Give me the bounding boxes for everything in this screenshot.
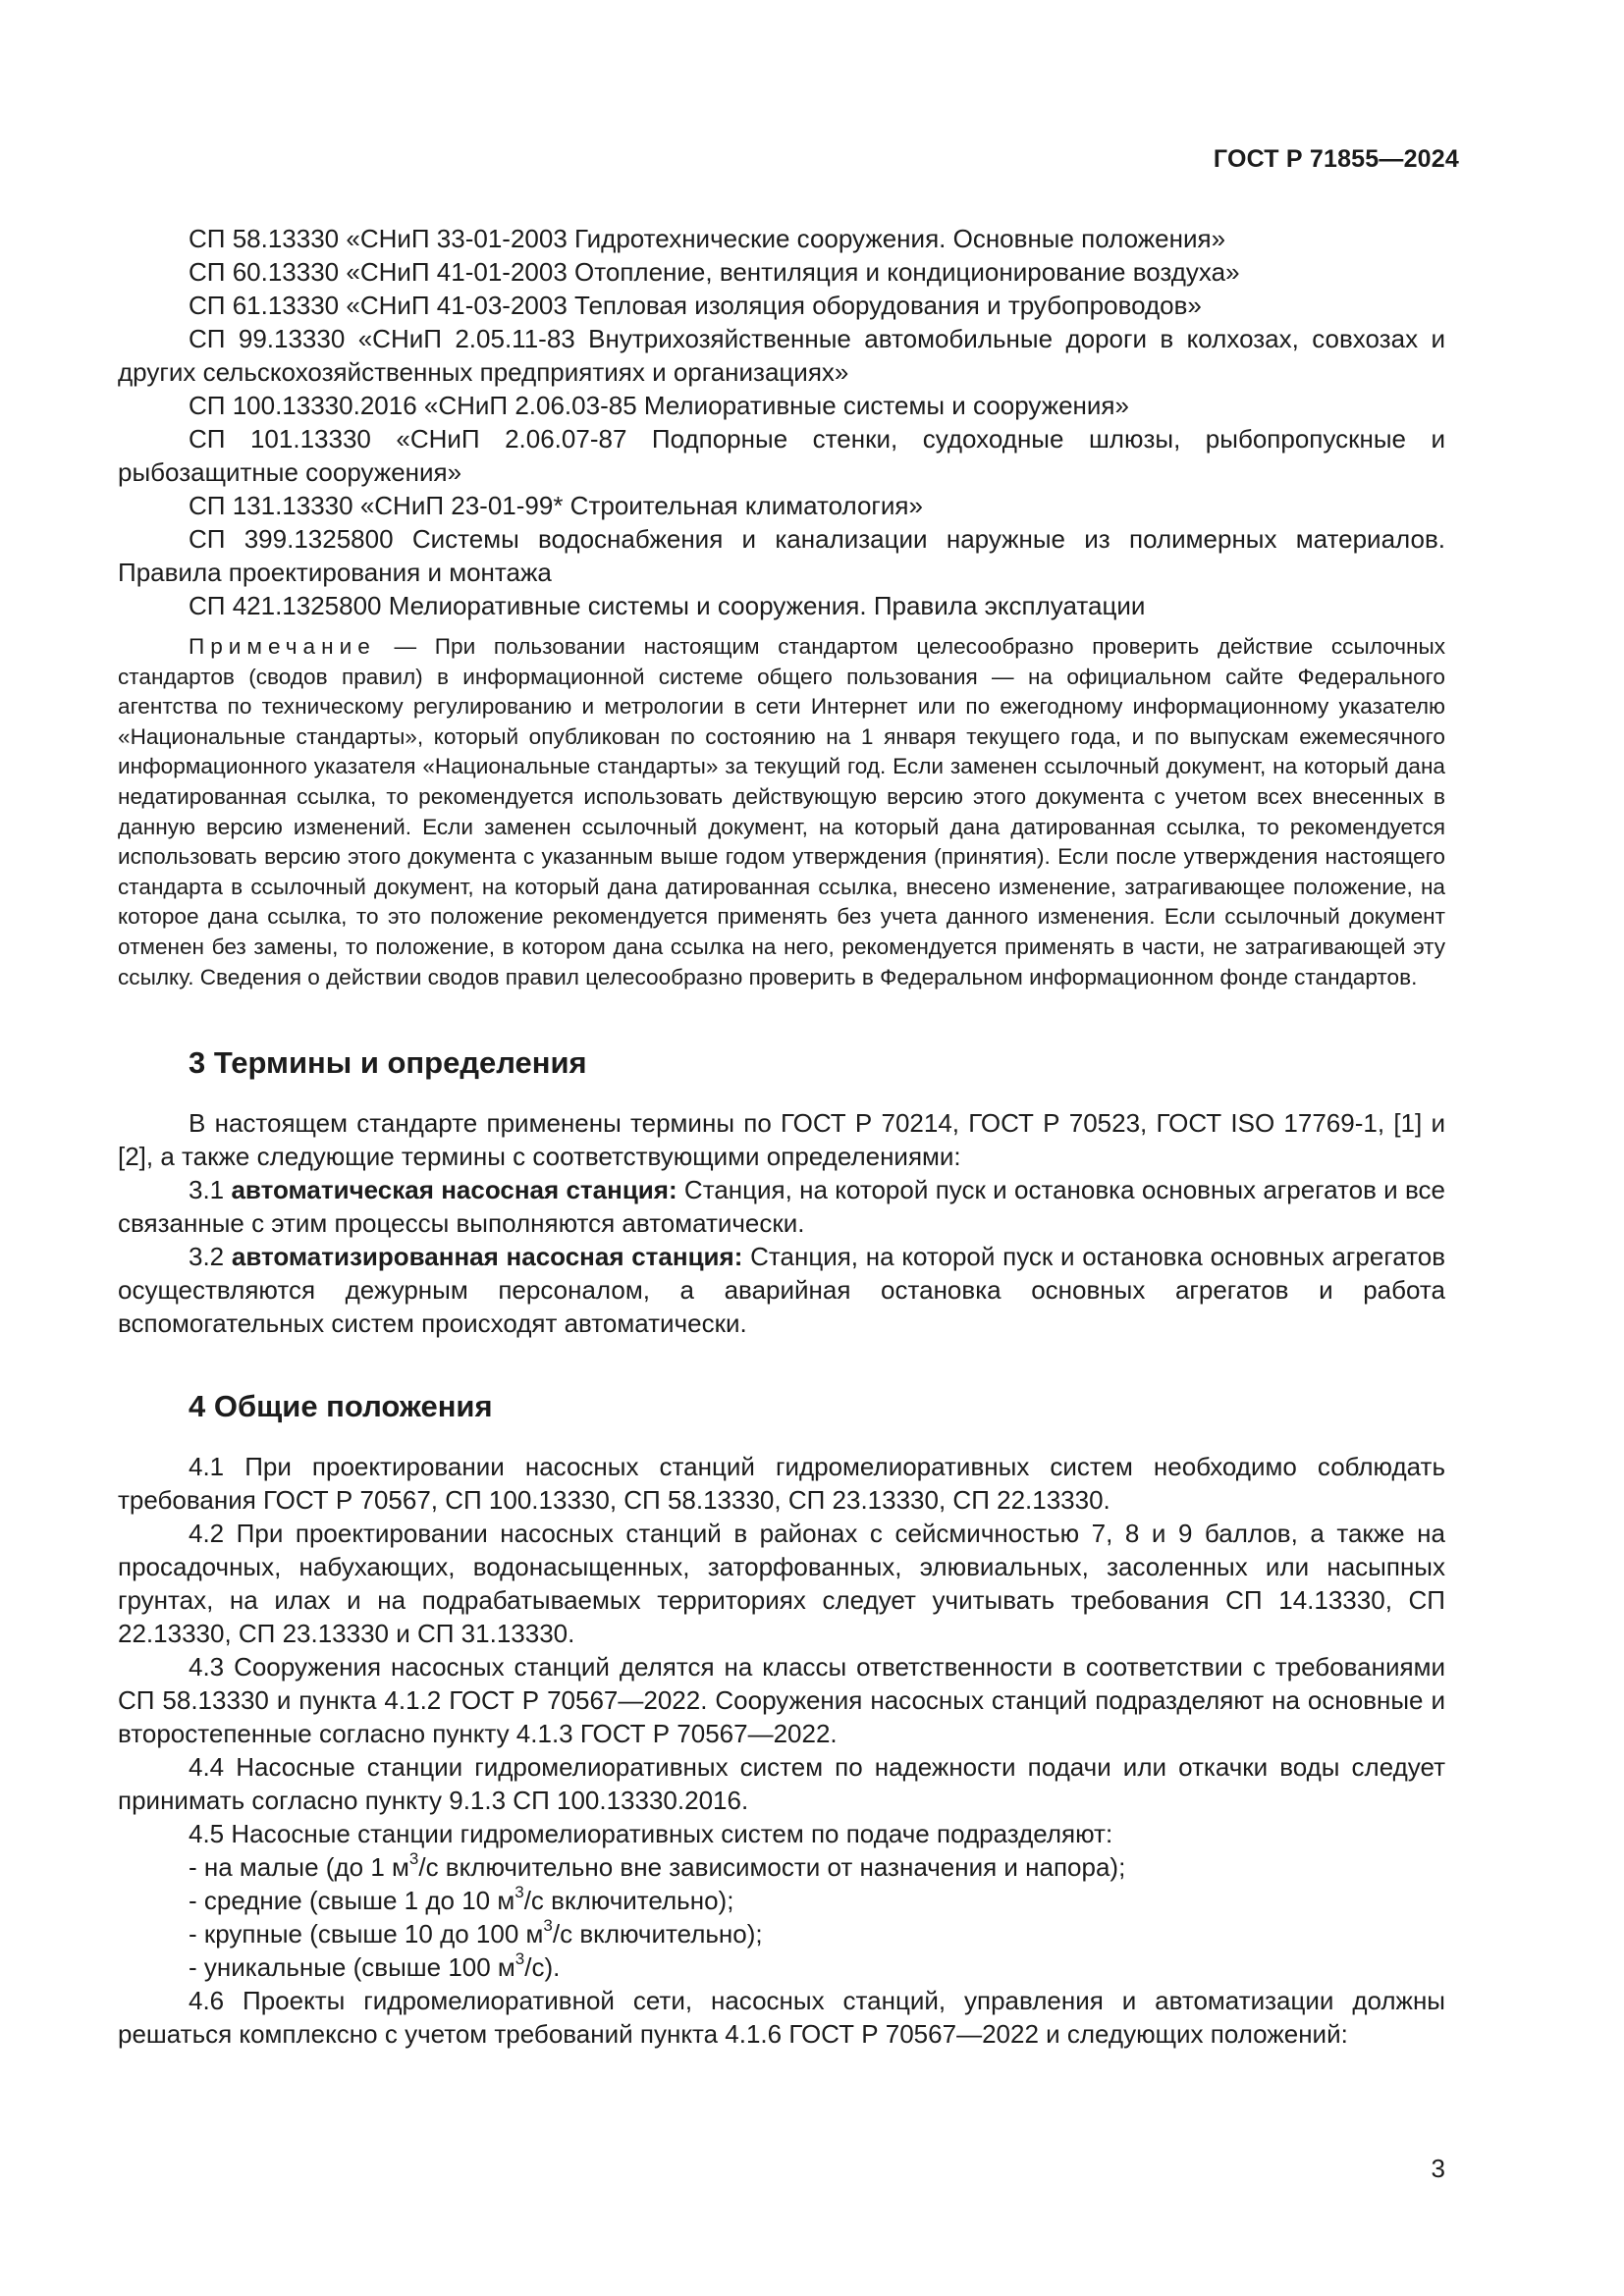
list-item xyxy=(118,1884,1445,1917)
term-definition xyxy=(118,1173,1445,1240)
clause-4-2: 4.2 При проектировании насосных станций в районах с сейсмичностью 7, 8 и 9 баллов, а также на просадочных, набухающих, водонасыщенных, заторфованных, элювиальных, засоленных или насыпных грунтах, на илах и на подрабатываемых территориях следует учитывать требования СП 14.13330, СП 22.13330, СП 23.13330 и СП 31.13330. xyxy=(118,1519,1445,1649)
reference-item: СП 99.13330 «СНиП 2.05.11-83 Внутрихозяйственные автомобильные дороги в колхозах, совхозах и других сельскохозяйственных предприятиях и организациях» xyxy=(118,324,1445,387)
clause-4-3: 4.3 Сооружения насосных станций делятся на классы ответственности в соответствии с требованиями СП 58.13330 и пункта 4.1.2 ГОСТ Р 70567—2022. Сооружения насосных станций подразделяют на основные и второстепенные согласно пункту 4.1.3 ГОСТ Р 70567—2022. xyxy=(118,1652,1445,1749)
term-name: автоматическая насосная станция: xyxy=(231,1175,677,1205)
clause-4-4: 4.4 Насосные станции гидромелиоративных систем по надежности подачи или откачки воды следует принимать согласно пункту 9.1.3 СП 100.13330.2016. xyxy=(118,1752,1445,1816)
document-code-header: ГОСТ Р 71855—2024 xyxy=(1213,145,1459,173)
reference-item: СП 399.1325800 Системы водоснабжения и канализации наружные из полимерных материалов. Правила проектирования и монтажа xyxy=(118,524,1445,587)
superscript: 3 xyxy=(514,1883,524,1902)
term-definition xyxy=(118,1240,1445,1340)
clause-4-6: 4.6 Проекты гидромелиоративной сети, насосных станций, управления и автоматизации должны решаться комплексно с учетом требований пункта 4.1.6 ГОСТ Р 70567—2022 и следующих положений: xyxy=(118,1986,1445,2050)
section-3-intro: В настоящем стандарте применены термины по ГОСТ Р 70214, ГОСТ Р 70523, ГОСТ ISO 17769-1, [1] и [2], а также следующие термины с соответствующими определениями: xyxy=(118,1108,1445,1172)
references-note xyxy=(118,632,1445,992)
superscript: 3 xyxy=(543,1916,553,1936)
document-body xyxy=(118,222,1445,2051)
term-text: Станция, на которой пуск и остановка основных агрегатов и все связанные с этим процессы выполняются автоматически. xyxy=(118,1175,1446,1239)
list-item-text: /с включительно); xyxy=(552,1919,763,1949)
list-item-text: - на малые (до 1 м xyxy=(189,1852,409,1883)
list-item-text: - крупные (свыше 10 до 100 м xyxy=(189,1919,544,1949)
list-item-text: - средние (свыше 1 до 10 м xyxy=(189,1886,515,1916)
reference-item: СП 421.1325800 Мелиоративные системы и сооружения. Правила эксплуатации xyxy=(189,591,1146,620)
list-item xyxy=(118,1950,1445,1984)
page-number: 3 xyxy=(1431,2154,1445,2183)
note-label: Примечание xyxy=(189,634,376,659)
superscript: 3 xyxy=(408,1849,419,1869)
reference-item: СП 101.13330 «СНиП 2.06.07-87 Подпорные стенки, судоходные шлюзы, рыбопропускные и рыбозащитные сооружения» xyxy=(118,424,1445,487)
reference-item: СП 60.13330 «СНиП 41-01-2003 Отопление, вентиляция и кондиционирование воздуха» xyxy=(189,257,1240,287)
list-item-text: /с включительно); xyxy=(523,1886,734,1916)
term-text: Станция, на которой пуск и остановка основных агрегатов осуществляются дежурным персоналом, а аварийная остановка основных агрегатов и работа вспомогательных систем происходят автоматически. xyxy=(118,1242,1446,1339)
reference-item: СП 131.13330 «СНиП 23-01-99* Строительная климатология» xyxy=(189,491,923,520)
clause-4-5: 4.5 Насосные станции гидромелиоративных систем по подаче подразделяют: xyxy=(189,1819,1113,1849)
term-number: 3.1 xyxy=(189,1175,232,1205)
list-item-text: /с включительно вне зависимости от назначения и напора); xyxy=(418,1852,1126,1883)
section-3-heading: 3 Термины и определения xyxy=(189,1045,587,1081)
note-text: — При пользовании настоящим стандартом целесообразно проверить действие ссылочных стандартов (сводов правил) в информационной системе общего пользования — на официальном сайте Федерального агентства по техническому регулированию и метрологии в сети Интернет или по ежегодному информационному указателю «Национальные стандарты», который опубликован по состоянию на 1 января текущего года, и по выпускам ежемесячного информационного указателя «Национальные стандарты» за текущий год. Если заменен ссылочный документ, на который дана недатированная ссылка, то рекомендуется использовать действующую версию этого документа с учетом всех внесенных в данную версию изменений. Если заменен ссылочный документ, на который дана датированная ссылка, то рекомендуется использовать версию этого документа с указанным выше годом утверждения (принятия). Если после утверждения настоящего стандарта в ссылочный документ, на который дана датированная ссылка, внесено изменение, затрагивающее положение, на которое дана ссылка, то это положение рекомендуется применять без учета данного изменения. Если ссылочный документ отменен без замены, то положение, в котором дана ссылка на него, рекомендуется применять в части, не затрагивающей эту ссылку. Сведения о действии сводов правил целесообразно проверить в Федеральном информационном фонде стандартов. xyxy=(118,634,1445,989)
reference-item: СП 58.13330 «СНиП 33-01-2003 Гидротехнические сооружения. Основные положения» xyxy=(189,224,1226,253)
list-item-text: - уникальные (свыше 100 м xyxy=(189,1952,515,1983)
superscript: 3 xyxy=(514,1949,525,1969)
term-name: автоматизированная насосная станция: xyxy=(231,1242,743,1272)
list-item-text: /с). xyxy=(524,1952,561,1983)
list-item xyxy=(118,1917,1445,1950)
clause-4-1: 4.1 При проектировании насосных станций гидромелиоративных систем необходимо соблюдать требования ГОСТ Р 70567, СП 100.13330, СП 58.13330, СП 23.13330, СП 22.13330. xyxy=(118,1452,1445,1516)
term-number: 3.2 xyxy=(189,1242,232,1272)
reference-item: СП 61.13330 «СНиП 41-03-2003 Тепловая изоляция оборудования и трубопроводов» xyxy=(189,291,1202,320)
reference-item: СП 100.13330.2016 «СНиП 2.06.03-85 Мелиоративные системы и сооружения» xyxy=(189,391,1129,420)
section-4-heading: 4 Общие положения xyxy=(189,1389,493,1424)
list-item xyxy=(118,1850,1445,1884)
